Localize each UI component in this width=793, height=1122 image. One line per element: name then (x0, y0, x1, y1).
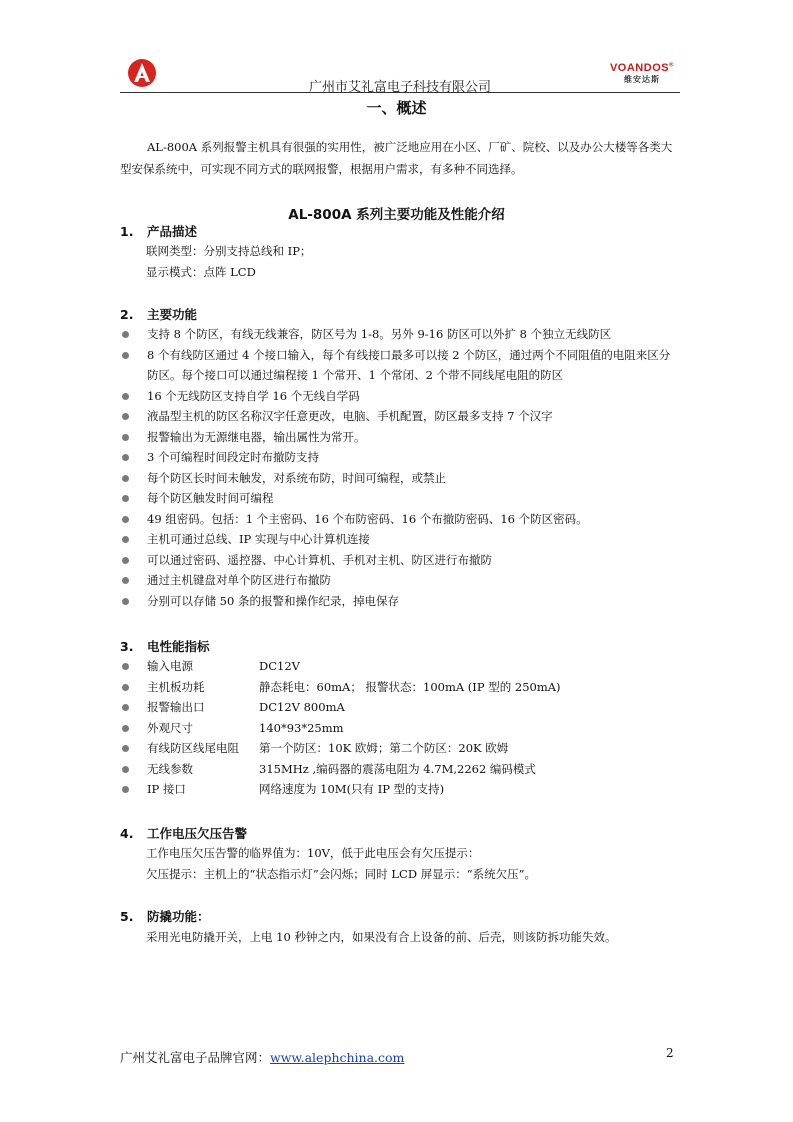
section-1-title: 1. 产品描述 (120, 224, 198, 239)
list-item: 49 组密码。包括：1 个主密码、16 个布防密码、16 个布撤防密码、16 个防区密码。 (120, 509, 680, 530)
list-item: 液晶型主机的防区名称汉字任意更改，电脑、手机配置，防区最多支持 7 个汉字 (120, 406, 680, 427)
section-2-title: 2. 主要功能 (120, 307, 198, 322)
spec-label: 报警输出口 (147, 700, 205, 714)
intro-paragraph: AL-800A 系列报警主机具有很强的实用性，被广泛地应用在小区、厂矿、院校、以及办公大楼等各类大型安保系统中，可实现不同方式的联网报警，根据用户需求，有多种不同选择。 (120, 140, 673, 176)
bullet-icon (122, 536, 129, 543)
spec-row (120, 779, 680, 800)
brand-subtitle: 维安达斯 (624, 75, 660, 84)
bullet-icon (122, 434, 129, 441)
bullet-icon (122, 598, 129, 605)
header-divider (120, 92, 680, 93)
spec-value: 静态耗电：60mA； 报警状态：100mA (IP 型的 250mA) (259, 679, 561, 694)
spec-row (120, 677, 680, 698)
list-item: 报警输出为无源继电器，输出属性为常开。 (120, 427, 680, 448)
bullet-icon (122, 745, 129, 752)
spec-label: IP 接口 (147, 782, 186, 796)
bullet-icon (122, 454, 129, 461)
spec-label: 外观尺寸 (147, 720, 193, 735)
header-company-name: 广州市艾礼富电子科技有限公司 (308, 80, 491, 95)
bullet-icon (122, 663, 129, 670)
bullet-icon (122, 495, 129, 502)
list-item: 每个防区长时间未触发，对系统布防，时间可编程，或禁止 (120, 468, 680, 489)
page-number: 2 (666, 1046, 674, 1060)
bullet-icon (122, 413, 129, 420)
bullet-icon (122, 352, 129, 359)
bullet-icon (122, 393, 129, 400)
page-title: 一、概述 (366, 99, 427, 117)
bullet-icon (122, 704, 129, 711)
list-item: 通过主机键盘对单个防区进行布撤防 (120, 570, 680, 591)
spec-row (120, 718, 680, 739)
brand-name: VOANDOS® (609, 62, 675, 74)
bullet-icon (122, 725, 129, 732)
spec-list (120, 656, 680, 800)
spec-value: DC12V 800mA (259, 700, 345, 714)
spec-value: 315MHz ,编码器的震荡电阻为 4.7M,2262 编码模式 (259, 761, 536, 776)
list-item: 3 个可编程时间段定时布撤防支持 (120, 447, 680, 468)
bullet-icon (122, 475, 129, 482)
spec-label: 主机板功耗 (147, 679, 205, 694)
list-item: 分别可以存储 50 条的报警和操作纪录，掉电保存 (120, 591, 680, 612)
section-1-line: 联网类型：分别支持总线和 IP； (146, 244, 312, 258)
section-4-line: 欠压提示：主机上的“状态指示灯”会闪烁；同时 LCD 屏显示：“系统欠压”。 (146, 867, 536, 881)
website-link[interactable]: www.alephchina.com (270, 1050, 405, 1065)
spec-row (120, 656, 680, 677)
list-item: 16 个无线防区支持自学 16 个无线自学码 (120, 386, 680, 407)
spec-row (120, 759, 680, 780)
section-1-line: 显示模式：点阵 LCD (146, 265, 256, 279)
spec-value: 140*93*25mm (259, 720, 344, 735)
spec-value: 第一个防区：10K 欧姆；第二个防区：20K 欧姆 (259, 741, 509, 755)
section-heading: AL-800A 系列主要功能及性能介绍 (288, 207, 505, 223)
list-item: 可以通过密码、遥控器、中心计算机、手机对主机、防区进行布撤防 (120, 550, 680, 571)
spec-label: 输入电源 (147, 659, 193, 673)
spec-row (120, 697, 680, 718)
bullet-icon (122, 516, 129, 523)
bullet-icon (122, 766, 129, 773)
page-footer (120, 1048, 404, 1066)
spec-value: 网络速度为 10M(只有 IP 型的支持) (259, 782, 445, 796)
spec-label: 有线防区线尾电阻 (147, 741, 239, 755)
page-header (120, 56, 680, 95)
bullet-icon (122, 331, 129, 338)
feature-list (120, 324, 680, 611)
list-item: 每个防区触发时间可编程 (120, 488, 680, 509)
spec-value: DC12V (259, 659, 300, 673)
brand-logo (604, 62, 680, 85)
spec-row (120, 738, 680, 759)
footer-label: 广州艾礼富电子品牌官网： (120, 1050, 271, 1065)
list-item: 支持 8 个防区，有线无线兼容，防区号为 1-8。另外 9-16 防区可以外扩 8 个独立无线防区 (120, 324, 680, 345)
bullet-icon (122, 786, 129, 793)
bullet-icon (122, 577, 129, 584)
bullet-icon (122, 557, 129, 564)
section-5-line: 采用光电防撬开关，上电 10 秒钟之内，如果没有合上设备的前、后壳，则该防拆功能失效。 (146, 930, 617, 944)
spec-label: 无线参数 (147, 761, 193, 776)
list-item: 8 个有线防区通过 4 个接口输入，每个有线接口最多可以接 2 个防区，通过两个不同阻值的电阻来区分防区。每个接口可以通过编程接 1 个常开、1 个常闭、2 个带不同线尾电阻的防区 (120, 345, 680, 386)
section-3-title: 3. 电性能指标 (120, 639, 210, 654)
section-4-line: 工作电压欠压告警的临界值为：10V，低于此电压会有欠压提示： (146, 846, 480, 860)
list-item: 主机可通过总线、IP 实现与中心计算机连接 (120, 529, 680, 550)
bullet-icon (122, 684, 129, 691)
section-4-title: 4. 工作电压欠压告警 (120, 826, 248, 841)
section-5-title: 5. 防撬功能： (120, 909, 210, 924)
